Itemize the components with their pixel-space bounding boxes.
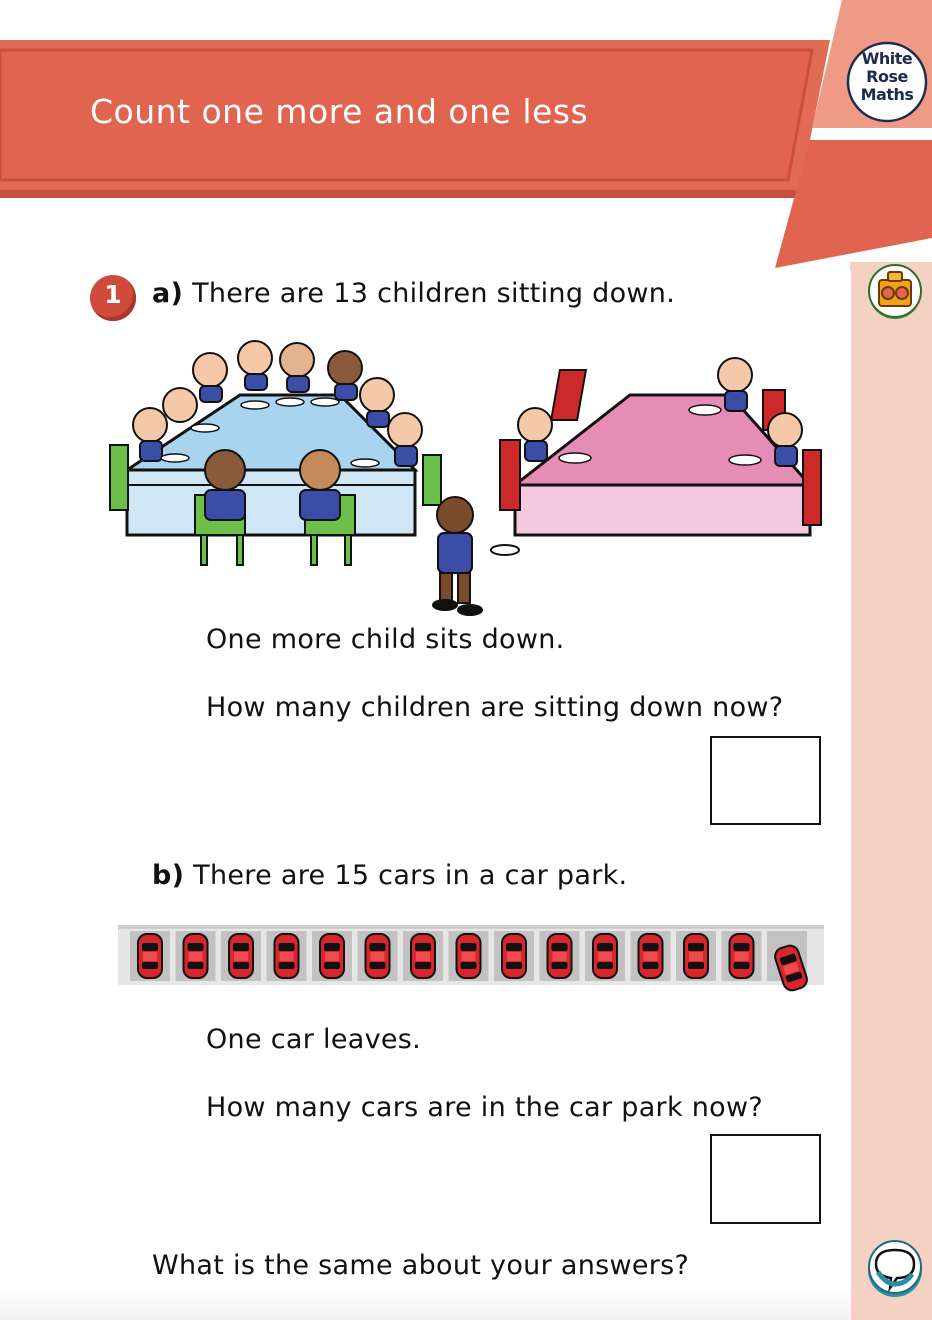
- parked-car: [184, 934, 208, 978]
- question-a-letter: a): [152, 278, 184, 309]
- cube-icon: [866, 262, 924, 320]
- parked-car: [366, 934, 390, 978]
- answer-box-a[interactable]: [710, 736, 821, 825]
- parked-car: [411, 934, 435, 978]
- walking-child: [433, 497, 519, 615]
- question-a: [152, 278, 675, 309]
- parked-car: [684, 934, 708, 978]
- parked-car: [730, 934, 754, 978]
- page-footer-shade: [0, 1290, 851, 1320]
- side-strip: [851, 262, 932, 1320]
- parked-car: [548, 934, 572, 978]
- parked-car: [457, 934, 481, 978]
- parked-car: [639, 934, 663, 978]
- answer-box-b[interactable]: [710, 1134, 821, 1224]
- parked-car: [138, 934, 162, 978]
- question-a-line2: How many children are sitting down now?: [206, 692, 784, 723]
- parked-car: [229, 934, 253, 978]
- parked-car: [593, 934, 617, 978]
- logo-text-maths: Maths: [860, 85, 914, 104]
- question-b-letter: b): [152, 860, 185, 891]
- question-b-line1: One car leaves.: [206, 1024, 422, 1055]
- parked-car: [275, 934, 299, 978]
- question-number: 1: [104, 280, 122, 309]
- car-park-illustration: [118, 925, 824, 1000]
- logo-text-rose: Rose: [866, 67, 908, 86]
- reflection-question: What is the same about your answers?: [152, 1250, 690, 1281]
- parked-car: [320, 934, 344, 978]
- children-at-tables-illustration: [105, 330, 835, 620]
- logo-text-white: White: [861, 49, 913, 68]
- speech-bubble-icon: [866, 1238, 924, 1300]
- question-b-line2: How many cars are in the car park now?: [206, 1092, 764, 1123]
- page-title: Count one more and one less: [90, 92, 589, 131]
- parked-car: [502, 934, 526, 978]
- question-b: [152, 860, 627, 891]
- question-a-line1: One more child sits down.: [206, 624, 565, 655]
- question-a-text: There are 13 children sitting down.: [192, 278, 676, 309]
- question-b-text: There are 15 cars in a car park.: [193, 860, 628, 891]
